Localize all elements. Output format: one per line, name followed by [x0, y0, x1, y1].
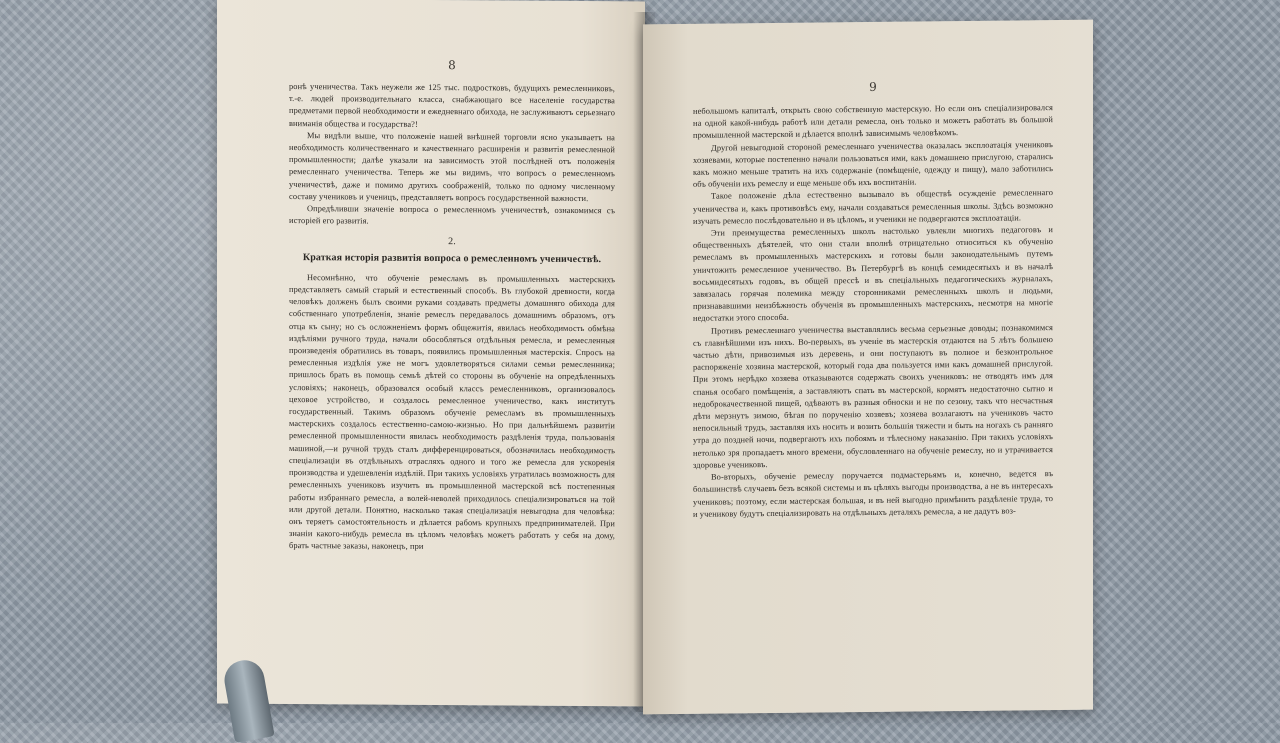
paragraph: Несомнѣнно, что обученіе ремесламъ въ промышленныхъ мастерскихъ представляетъ самый старый и естественный способъ. Въ глубокой древности, когда человѣкъ долженъ былъ своими руками создавать предметы домашняго обихода для собственнаго употребленія, знаніе ремеслъ передавалось домашнимъ образомъ, отъ отца къ сыну; но съ осложненіемъ формъ общежитія, явилась необходимость обмѣна издѣліями ручного труда, начали обособляться отдѣльныя ремесла, и ремесленныя произведенія обратились въ товаръ, появились промышленныя мастерскія. Спросъ на ремесленныя издѣлія уже не могъ удовлетворяться силами семьи ремесленника; пришлось брать въ помощь семьѣ дѣтей со стороны въ обученіе на опредѣленныхъ условіяхъ; наконецъ, образовался особый классъ ремесленниковъ, организовалось цеховое устройство, и создалось ремесленное ученичество, какъ институтъ государственный. Такимъ образомъ обученіе ремесламъ въ промышленныхъ мастерскихъ создалось естественно-самою-жизнью. Но при дальнѣйшемъ развитіи ремесленной промышленности явилась необходимость раздѣленія труда, пользованія машиной,—и ручной трудъ сталъ дифференцироваться, обозначилась необходимость спеціализаціи въ отдѣльныхъ отрасляхъ одного и того же ремесла для ускоренія производства и удешевленія издѣлій. При такихъ условіяхъ утратилась возможность для ремесленныхъ учениковъ изучить въ промышленной мастерской всѣ постепенныя работы избраннаго ремесла, а волей-неволей приходилось спеціализироваться на той или другой детали. Понятно, насколько такая спеціализація невыгодна для человѣка: онъ теряетъ самостоятельность и дѣлается рабомъ крупныхъ предпринимателей. При знаніи какого-нибудь ремесла въ цѣломъ человѣкъ можетъ работать у себя на дому, брать частные заказы, наконецъ, при: [289, 272, 615, 552]
open-book: [205, 0, 1090, 720]
left-page: [217, 0, 645, 706]
paragraph: Такое положеніе дѣла естественно вызывало въ обществѣ осужденіе ремесленнаго ученичества и, какъ противовѣсъ ему, начали создаваться ремесленныя школы. Здѣсь возможно изучать ремесло послѣдовательно и въ цѣломъ, и ученики не подвергаются эксплоатаціи.: [693, 188, 1053, 226]
right-page: [643, 20, 1093, 715]
paragraph: Во-вторыхъ, обученіе ремеслу поручается подмастерьямъ и, конечно, ведется въ большинствѣ случаевъ безъ всякой системы и въ цѣляхъ выгоды производства, а не въ интересахъ учениковъ; поэтому, если мастерская большая, и въ ней выгодно примѣнить раздѣленіе труда, то и ученикову будутъ спеціализировать на отдѣльныхъ деталяхъ ремесла, а не дадутъ воз-: [693, 469, 1053, 519]
paragraph: ронѣ ученичества. Такъ неужели же 125 тыс. подростковъ, будущихъ ремесленниковъ, т.-е. людей производительнаго класса, снабжающаго все населеніе государства предметами первой необходимости и ежедневнаго обихода, не заслуживаютъ серьезнаго вниманія общества и государства?!: [289, 82, 615, 129]
section-title: Краткая исторія развитія вопроса о ремесленномъ ученичествѣ.: [302, 251, 602, 265]
section-number: 2.: [448, 236, 456, 248]
paragraph: Противъ ремесленнаго ученичества выставлялись весьма серьезные доводы; познакомимся съ главнѣйшими изъ нихъ. Во-первыхъ, въ ученіе въ мастерскія отдаются на 5 лѣтъ большею частью дѣти, привозимыя изъ деревень, и они поступаютъ въ полное и безконтрольное распоряженіе хозяина мастерской, который года два пользуется ими какъ домашней прислугой. При этомъ нерѣдко хозяева отказываются содержать своихъ учениковъ: не отводятъ имъ для спанья особаго помѣщенія, а заставляютъ спать въ мастерской, кормятъ недостаточно сытно и недоброкачественной пищей, одѣваютъ въ разныя обноски и не по сезону, такъ что несчастныя дѣти мерзнутъ зимою, бѣгая по порученію хозяевъ; хозяева возлагаютъ на учениковъ часто непосильный трудъ, заставляя ихъ носить и возить большія тяжести и быть на ногахъ съ ранняго утра до поздней ночи, подвергаютъ ихъ побоямъ и тѣлесному наказанію. При такихъ условіяхъ нетолько зря пропадаетъ много времени, обусловленнаго на обученіе ремеслу, но и утрачивается здоровье учениковъ.: [693, 322, 1053, 470]
paragraph: Другой невыгодной стороной ремесленнаго ученичества оказалась эксплоатація учениковъ хозяевами, которые постепенно начали пользоваться ими, какъ домашнею прислугою, старались какъ можно меньше тратить на ихъ содержаніе (помѣщеніе, одежду и пищу), мало заботились объ обученіи ихъ ремеслу и еще меньше объ ихъ воспитаніи.: [693, 139, 1053, 190]
paragraph: Мы видѣли выше, что положеніе нашей внѣшней торговли ясно указываетъ на необходимость количественнаго и качественнаго расширенія и развитія ремесленной промышленности; далѣе указали на зависимость этой послѣдней отъ положенія ремесленнаго ученичества. Теперь же мы видимъ, что вопросъ о ремесленномъ ученичествѣ, даже и помимо другихъ соображеній, только по одному численному составу учениковъ и ученицъ, представляетъ вопросъ государственной важности.: [289, 130, 615, 203]
left-page-text: [289, 81, 615, 555]
right-page-text: [693, 102, 1053, 521]
paragraph: небольшомъ капиталѣ, открыть свою собственную мастерскую. Но если онъ спеціализировался на одной какой-нибудь работѣ или детали ремесла, онъ только и можетъ работать въ большой промышленной мастерской и дѣлается вполнѣ зависимымъ человѣкомъ.: [693, 103, 1053, 141]
page-number-right: 9: [869, 79, 877, 94]
page-number-left: 8: [448, 58, 456, 73]
paragraph: Опредѣливши значеніе вопроса о ремесленномъ ученичествѣ, ознакомимся съ исторіей его развитія.: [289, 204, 615, 226]
paragraph: Эти преимущества ремесленныхъ школъ настолько увлекли многихъ педагоговъ и общественныхъ дѣятелей, что они стали вполнѣ отрицательно относиться къ обученію ремесламъ въ промышленныхъ мастерскихъ и готовы были законодательнымъ путемъ уничтожить ремесленное ученичество. Въ Петербургѣ въ концѣ семидесятыхъ и въ началѣ восьмидесятыхъ годовъ, въ общей прессѣ и въ спеціальныхъ педагогическихъ журналахъ, завязалась горячая полемика между сторонниками ремесленныхъ школъ и людьми, признававшими неизбѣжность обученія въ промышленныхъ мастерскихъ, несмотря на многіе недостатки этого способа.: [693, 225, 1053, 324]
